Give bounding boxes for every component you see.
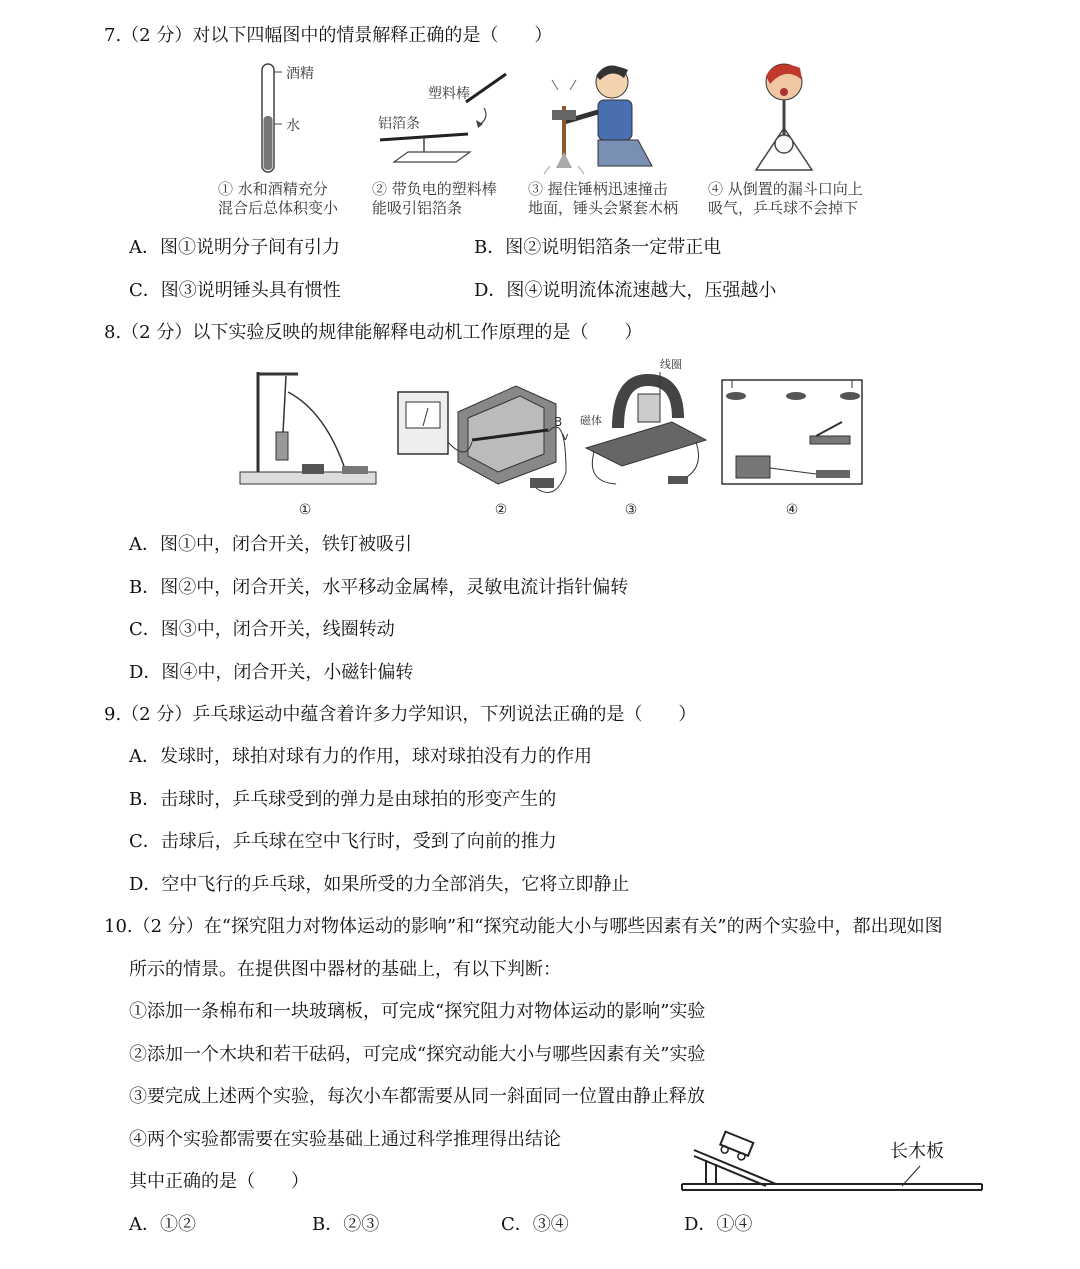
q7-fig3-caption-2: 地面，锤头会紧套木柄 <box>528 199 679 217</box>
q8-option-b: B．图②中，闭合开关，水平移动金属棒，灵敏电流计指针偏转 <box>129 577 629 598</box>
q10-stem-line-1: 10.（2 分）在“探究阻力对物体运动的影响”和“探究动能大小与哪些因素有关”的两个实验中，都出现如图 <box>104 916 943 937</box>
q10-ask: 其中正确的是（ ） <box>129 1171 309 1192</box>
q7-option-a: A．图①说明分子间有引力 <box>129 237 340 258</box>
q7-fig4-caption-2: 吸气，乒乓球不会掉下 <box>708 199 859 217</box>
q7-label-water: 水 <box>286 118 300 134</box>
q8-num-1: ① <box>298 502 312 518</box>
q7-stem: 7.（2 分）对以下四幅图中的情景解释正确的是（ ） <box>104 25 553 46</box>
q8-option-d: D．图④中，闭合开关，小磁针偏转 <box>129 662 414 683</box>
q7-fig1-caption-2: 混合后总体积变小 <box>218 199 339 217</box>
q8-num-3: ③ <box>624 502 638 518</box>
q8-stem: 8.（2 分）以下实验反映的规律能解释电动机工作原理的是（ ） <box>104 322 643 343</box>
q10-judgment-2: ②添加一个木块和若干砝码，可完成“探究动能大小与哪些因素有关”实验 <box>129 1044 706 1065</box>
q10-option-d: D．①④ <box>684 1214 753 1235</box>
q8-figure-4 <box>722 380 862 484</box>
q7-fig2-caption-2: 能吸引铝箔条 <box>372 199 463 217</box>
q9-option-d: D．空中飞行的乒乓球，如果所受的力全部消失，它将立即静止 <box>129 874 630 895</box>
q9-stem: 9.（2 分）乒乓球运动中蕴含着许多力学知识，下列说法正确的是（ ） <box>104 704 697 725</box>
q8-label-coil: 线圈 <box>660 358 682 371</box>
q7-figure-3 <box>528 56 678 178</box>
q7-option-d: D．图④说明流体流速越大，压强越小 <box>474 280 777 301</box>
q10-option-b: B．②③ <box>312 1214 380 1235</box>
q10-board-label: 长木板 <box>890 1141 944 1162</box>
q10-judgment-3: ③要完成上述两个实验，每次小车都需要从同一斜面同一位置由静止释放 <box>129 1086 705 1107</box>
q7-label-rod: 塑料棒 <box>428 86 470 102</box>
q7-fig4-caption-1: ④ 从倒置的漏斗口向上 <box>708 180 863 198</box>
q8-label-v: v <box>562 430 569 443</box>
q7-figure-4 <box>730 58 880 178</box>
q9-option-b: B．击球时，乒乓球受到的弹力是由球拍的形变产生的 <box>129 789 557 810</box>
q10-option-a: A．①② <box>129 1214 196 1235</box>
q8-option-c: C．图③中，闭合开关，线圈转动 <box>129 619 395 640</box>
q8-label-b: B <box>554 415 563 429</box>
q10-option-c: C．③④ <box>501 1214 569 1235</box>
q8-num-4: ④ <box>785 502 799 518</box>
q10-judgment-1: ①添加一条棉布和一块玻璃板，可完成“探究阻力对物体运动的影响”实验 <box>129 1001 706 1022</box>
q9-option-a: A．发球时，球拍对球有力的作用，球对球拍没有力的作用 <box>129 746 592 767</box>
q8-option-a: A．图①中，闭合开关，铁钉被吸引 <box>129 534 412 555</box>
q9-option-c: C．击球后，乒乓球在空中飞行时，受到了向前的推力 <box>129 831 557 852</box>
q8-num-2: ② <box>494 502 508 518</box>
q7-label-foil: 铝箔条 <box>378 116 420 132</box>
q8-figure-2 <box>398 386 569 492</box>
q7-fig1-caption-1: ① 水和酒精充分 <box>218 180 328 198</box>
q7-fig2-caption-1: ② 带负电的塑料棒 <box>372 180 497 198</box>
q10-judgment-4: ④两个实验都需要在实验基础上通过科学推理得出结论 <box>129 1129 561 1150</box>
q8-label-magnet: 磁体 <box>580 414 602 427</box>
q7-option-b: B．图②说明铝箔条一定带正电 <box>474 237 722 258</box>
q8-figure-1 <box>240 372 376 484</box>
q8-figure <box>236 352 872 522</box>
q7-fig3-caption-1: ③ 握住锤柄迅速撞击 <box>528 180 668 198</box>
q8-figure-3 <box>580 357 706 484</box>
q10-stem-line-2: 所示的情景。在提供图中器材的基础上，有以下判断： <box>129 959 561 980</box>
q7-label-alcohol: 酒精 <box>286 66 314 82</box>
q7-option-c: C．图③说明锤头具有惯性 <box>129 280 341 301</box>
